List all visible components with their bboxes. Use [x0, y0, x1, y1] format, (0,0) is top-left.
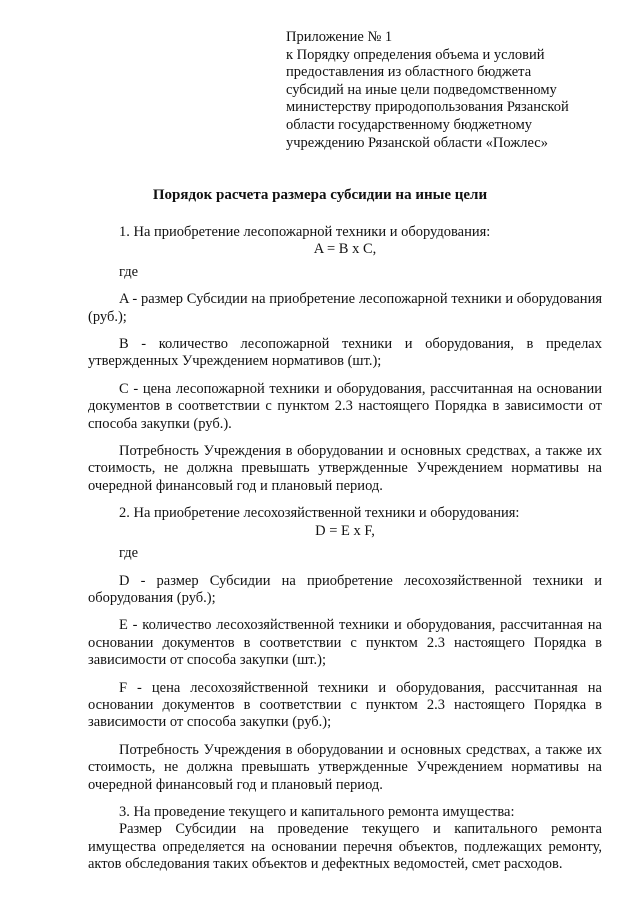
- section-1-def-b: B - количество лесопожарной техники и оборудования, в пределах утвержденных Учреждением нормативов (шт.);: [88, 336, 602, 370]
- appendix-header: [286, 29, 596, 152]
- appendix-line: Приложение № 1: [286, 29, 393, 45]
- section-2-note: Потребность Учреждения в оборудовании и основных средствах, а также их стоимость, не должна превышать утвержденные Учреждением нормативы на очередной финансовый год и плановый период.: [88, 741, 602, 793]
- section-1-def-c: C - цена лесопожарной техники и оборудования, рассчитанная на основании документов в соответствии с пунктом 2.3 настоящего Порядка в зависимости от способа закупки (руб.).: [88, 380, 602, 432]
- section-2-heading: 2. На приобретение лесохозяйственной техники и оборудования:: [119, 505, 520, 522]
- section-1-note: Потребность Учреждения в оборудовании и основных средствах, а также их стоимость, не должна превышать утвержденные Учреждением нормативы на очередной финансовый год и плановый период.: [88, 443, 602, 494]
- section-2-where: где: [119, 545, 139, 562]
- document-body: [88, 224, 602, 884]
- appendix-line: предоставления из областного бюджета: [286, 64, 532, 81]
- section-1-def-a: A - размер Субсидии на приобретение лесопожарной техники и оборудования (руб.);: [88, 291, 602, 325]
- document-title: Порядок расчета размера субсидии на иные цели: [152, 187, 488, 203]
- section-2-def-d: D - размер Субсидии на приобретение лесохозяйственной техники и оборудования (руб.);: [88, 572, 602, 606]
- section-1-heading: 1. На приобретение лесопожарной техники и оборудования:: [119, 224, 491, 240]
- section-1-where: где: [119, 263, 139, 280]
- appendix-line: к Порядку определения объема и условий: [286, 46, 545, 63]
- section-3-heading: 3. На проведение текущего и капитального ремонта имущества:: [119, 803, 515, 820]
- appendix-line: области государственному бюджетному: [286, 116, 533, 133]
- section-3-text: Размер Субсидии на проведение текущего и капитального ремонта имущества определяется на основании перечня объектов, подлежащих ремонту, актов обследования таких объектов и дефектных ведомостей, смет расходов.: [88, 821, 602, 873]
- appendix-line: учреждению Рязанской области «Пожлес»: [286, 134, 548, 151]
- appendix-line: министерству природопользования Рязанской: [286, 99, 569, 116]
- section-2-formula: D = E x F,: [315, 522, 375, 539]
- section-1-formula: A = B x C,: [313, 241, 377, 258]
- section-2-def-f: F - цена лесохозяйственной техники и оборудования, рассчитанная на основании документов в соответствии с пунктом 2.3 настоящего Порядка в зависимости от способа закупки (руб.);: [88, 679, 602, 731]
- appendix-line: субсидий на иные цели подведомственному: [286, 81, 557, 98]
- section-2-def-e: E - количество лесохозяйственной техники и оборудования, рассчитанная на основании документов в соответствии с пунктом 2.3 настоящего Порядка в зависимости от способа закупки (шт.);: [88, 617, 602, 669]
